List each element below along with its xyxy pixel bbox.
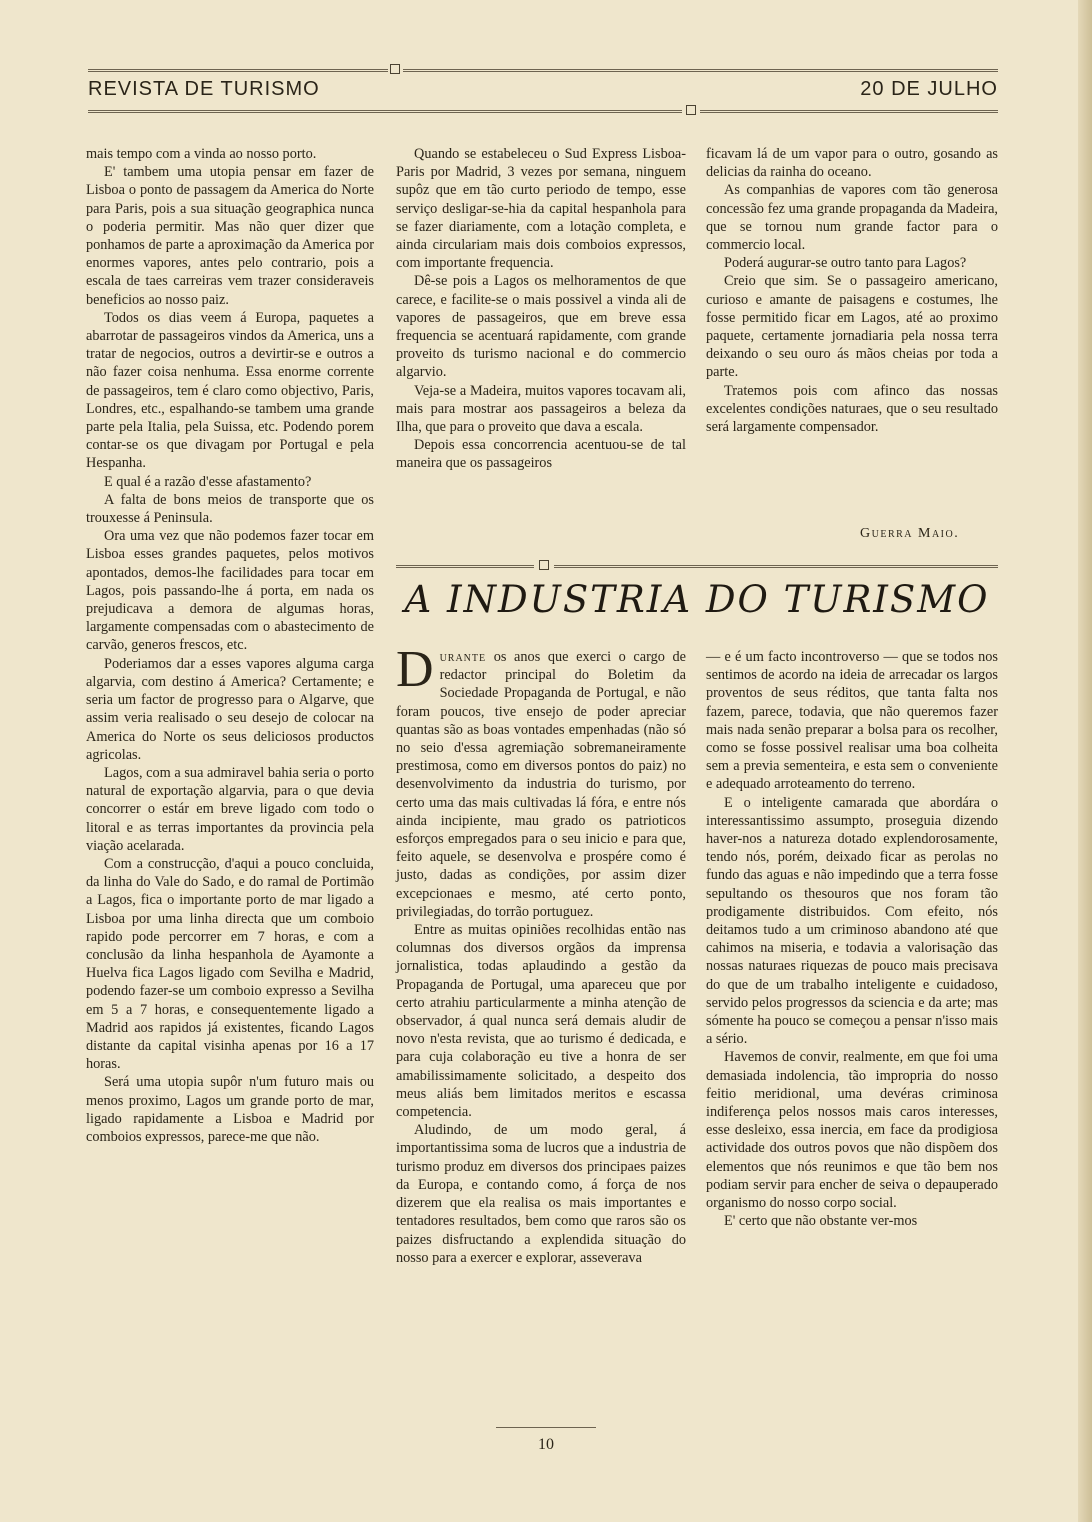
- paragraph: Lagos, com a sua admiravel bahia seria o porto natural de exportação algarvia, para o que devia concorrer o estár em breve ligado com todo o litoral e as terras importantes da provincia pela viação acelarada.: [86, 764, 374, 854]
- issue-date: 20 DE JULHO: [860, 78, 998, 100]
- author-signature: Guerra Maio.: [860, 526, 960, 541]
- paragraph: E qual é a razão d'esse afastamento?: [104, 473, 312, 490]
- paragraph: A falta de bons meios de transporte que os trouxesse á Peninsula.: [86, 491, 374, 527]
- paragraph: — e é um facto incontroverso — que se todos nos sentimos de acordo na ideia de arrecadar os largos proventos de seus réditos, que tanta falta nos fazem, parece, todavia, que não queremos fazer mais nada senão preparar a bolsa para os recolher, como se fosse possivel realisar uma boa colheita sem a previa sementeira, e esta sem o conveniente e adequado arroteamento do terreno.: [706, 649, 998, 793]
- header-ornament-box-2: [686, 105, 696, 115]
- header-ornament-box: [390, 64, 400, 74]
- paragraph: Havemos de convir, realmente, em que foi uma demasiada indolencia, tão impropria do nosso feitio meridional, uma devéras criminosa indiferença pelos nossos mais caros interesses, esse desleixo, essa inercia, em face da prodigiosa actividade dos outros povos que não dispõem dos elementos que nós reunimos e que tão bem nos podiam servir para encher de seiva o depauperado organismo do nosso corpo social.: [706, 1049, 998, 1212]
- lead-word: urante: [439, 649, 487, 665]
- drop-cap: D: [396, 641, 434, 698]
- magazine-title: REVISTA DE TURISMO: [88, 78, 320, 100]
- article-separator-left: [396, 565, 534, 568]
- paragraph: Todos os dias veem á Europa, paquetes a abarrotar de passageiros vindos da America, uns a tratar de negocios, outros a devirtir-se e outros a não fazer coisa nenhuma. Essa enorme corrente de passageiros, tem é claro como objectivo, Paris, Londres, etc., espalhando-se tambem uma grande parte pela Italia, pela Suissa, etc. Podendo porem contar-se os que divagam por Portugal e pela Hespanha.: [86, 309, 374, 472]
- paragraph: As companhias de vapores com tão generosa concessão fez uma grande propaganda da Madeira, que se tornou num grande factor para o commercio local.: [706, 182, 998, 254]
- paragraph: Poderiamos dar a esses vapores alguma carga algarvia, com destino á America? Certamente; e seria um factor de progresso para o Algarve, que assim veria realisado o seu desejo de colocar na America do Norte os seus deliciosos productos agricolas.: [86, 655, 374, 763]
- paragraph: E o inteligente camarada que abordára o interessantissimo assumpto, proseguia dizendo haver-nos a natureza dotado explendorosamente, tendo nós, porém, deixado ficar as perolas no fundo das aguas e não impedindo que a terra fosse sepultando os thesouros que nos foram tão prodigamente distribuidos. Com efeito, nós deitamos tudo a um criminoso abandono até que cahimos na miseria, e todavia a valorisação das nossas naturaes riquezas de pouco mais precisava do que de um trabalho inteligente e cuidadoso, servido pelos progressos da sciencia e da arte; mas sómente ha pouco se começou a pensar n'isso mais a sério.: [706, 794, 998, 1048]
- article-column-2: [706, 648, 998, 1231]
- header-top-rule-right: [403, 69, 998, 72]
- paragraph: Quando se estabeleceu o Sud Express Lisboa-Paris por Madrid, 3 vezes por semana, ninguem supôz que em tão curto periodo de tempo, esse serviço desligar-se-hia da capital hespanhola para se fazer diariamente, com a lotação completa, e ainda circulariam mais dois comboios expressos, com importante frequencia.: [396, 146, 686, 272]
- header-bottom-rule-left: [88, 110, 682, 113]
- paragraph: Creio que sim. Se o passageiro americano, curioso e amante de paisagens e costumes, lhe fosse permitido ficar em Lagos, até ao proximo paquete, certamente jornadiaria pela nossa terra deixando o seu ouro ás mãos cheias por toda a parte.: [706, 273, 998, 381]
- footer-rule: [496, 1427, 596, 1428]
- paragraph: Será uma utopia supôr n'um futuro mais ou menos proximo, Lagos um grande porto de mar, ligado rapidamente a Lisboa e Madrid por comboios expressos, parece-me que não.: [86, 1074, 374, 1145]
- paragraph: Com a construcção, d'aqui a pouco concluida, da linha do Vale do Sado, e do ramal de Portimão a Lagos, fica o importante porto de mar ligado a Lisboa por uma linha directa que um comboio rapido pode percorrer em 7 horas, e com a conclusão da linha hespanhola de Ayamonte a Huelva fica Lagos ligado com Sevilha e Madrid, podendo fazer-se um comboio expresso a Sevilha em 5 a 7 horas, e consequentemente ligado a Madrid aos rapidos já existentes, ficando Lagos distante da capital visinha apenas por 16 a 17 horas.: [86, 855, 374, 1073]
- article-separator-ornament: [539, 560, 549, 570]
- paragraph: Dê-se pois a Lagos os melhoramentos de que carece, e facilite-se o mais possivel a vinda ali de vapores de passageiros, que em breve essa frequencia se acentuará rapidamente, com grande proveito ds turismo nacional e do commercio algarvio.: [396, 273, 686, 381]
- column-1: [86, 145, 374, 1146]
- header-bottom-rule-right: [700, 110, 998, 113]
- paragraph: Poderá augurar-se outro tanto para Lagos?: [724, 255, 967, 272]
- article-lead-paragraph: [396, 641, 686, 921]
- paragraph: mais tempo com a vinda ao nosso porto.: [86, 146, 317, 162]
- paragraph: Depois essa concorrencia acentuou-se de tal maneira que os passageiros: [396, 437, 686, 472]
- header-top-rule-left: [88, 69, 388, 72]
- page-edge: [1078, 0, 1092, 1522]
- article-separator-right: [554, 565, 998, 568]
- column-3: [706, 145, 998, 436]
- paragraph: Ora uma vez que não podemos fazer tocar em Lisboa esses grandes paquetes, pelos motivos apontados, demos-lhe facilidades para tocar em Lagos, pois passando-lhe á porta, em nada os prejudicava a demora de algumas horas, largamente compensadas com o abastecimento de carvão, generos frescos, etc.: [86, 528, 374, 654]
- paragraph: Tratemos pois com afinco das nossas excelentes condições naturaes, que o seu resultado será largamente compensador.: [706, 382, 998, 436]
- paragraph: ficavam lá de um vapor para o outro, gosando as delicias da rainha do oceano.: [706, 146, 998, 181]
- lead-text: os anos que exerci o cargo de redactor principal do Boletim da Sociedade Propaganda de Portugal, e não foram poucos, tive ensejo de poder apreciar quantas são as boas vontades empenhadas (não só no seio d'essa agremiação sobremaneiramente prestimosa, como em diversos pontos do paiz) no desenvolvimento da industria do turismo, por certo uma das mais cultivadas lá fóra, e entre nós ainda incipiente, mau grado os patrioticos esforços empregados para o seu inicio e para que, feito aquele, se desenvolva e prospére como é justo, dadas as condições, por assim dizer excepcionaes e mesmo, até certo ponto, privilegiadas, do torrão portuguez.: [396, 649, 686, 920]
- column-2: [396, 145, 686, 473]
- paragraph: Aludindo, de um modo geral, á importantissima soma de lucros que a industria de turismo produz em diversos dos principaes paizes da Europa, e contando como, á força de nos dizerem que ela realisa os mais importantes e tentadores resultados, bem como que raros são os paizes disfructando a explendida situação do nosso para a exercer e explorar, asseverava: [396, 1122, 686, 1266]
- paragraph: E' tambem uma utopia pensar em fazer de Lisboa o ponto de passagem da America do Norte para Paris, pois a sua situação geographica nunca o poderia permitir. Mas não quer dizer que ponhamos de parte a aproximação da America por enormes vapores, antes pelo contrario, pois a escala de taes carreiras vem trazer consideraveis beneficios ao nosso paiz.: [86, 164, 374, 308]
- paragraph: Entre as muitas opiniões recolhidas então nas columnas dos diversos orgãos da imprensa jornalistica, todas aplaudindo a gestão da Propaganda de Portugal, uma apareceu que por certo atrahiu particularmente a minha atenção de observador, á qual nunca será demais aludir de novo n'esta revista, que ao turismo é dedicada, e para cuja colaboração eu tive a honra de ser amabilissimamente solicitado, a despeito dos meus aliás bem limitados meritos e escassa competencia.: [396, 922, 686, 1121]
- paragraph: Veja-se a Madeira, muitos vapores tocavam ali, mais para mostrar aos passageiros a beleza da Ilha, que para o proveito que dava a escala.: [396, 382, 686, 436]
- article-title: A INDUSTRIA DO TURISMO: [404, 578, 990, 621]
- paragraph: E' certo que não obstante ver-mos: [724, 1213, 918, 1230]
- article-column-1: [396, 641, 686, 1267]
- page-number: 10: [538, 1436, 554, 1453]
